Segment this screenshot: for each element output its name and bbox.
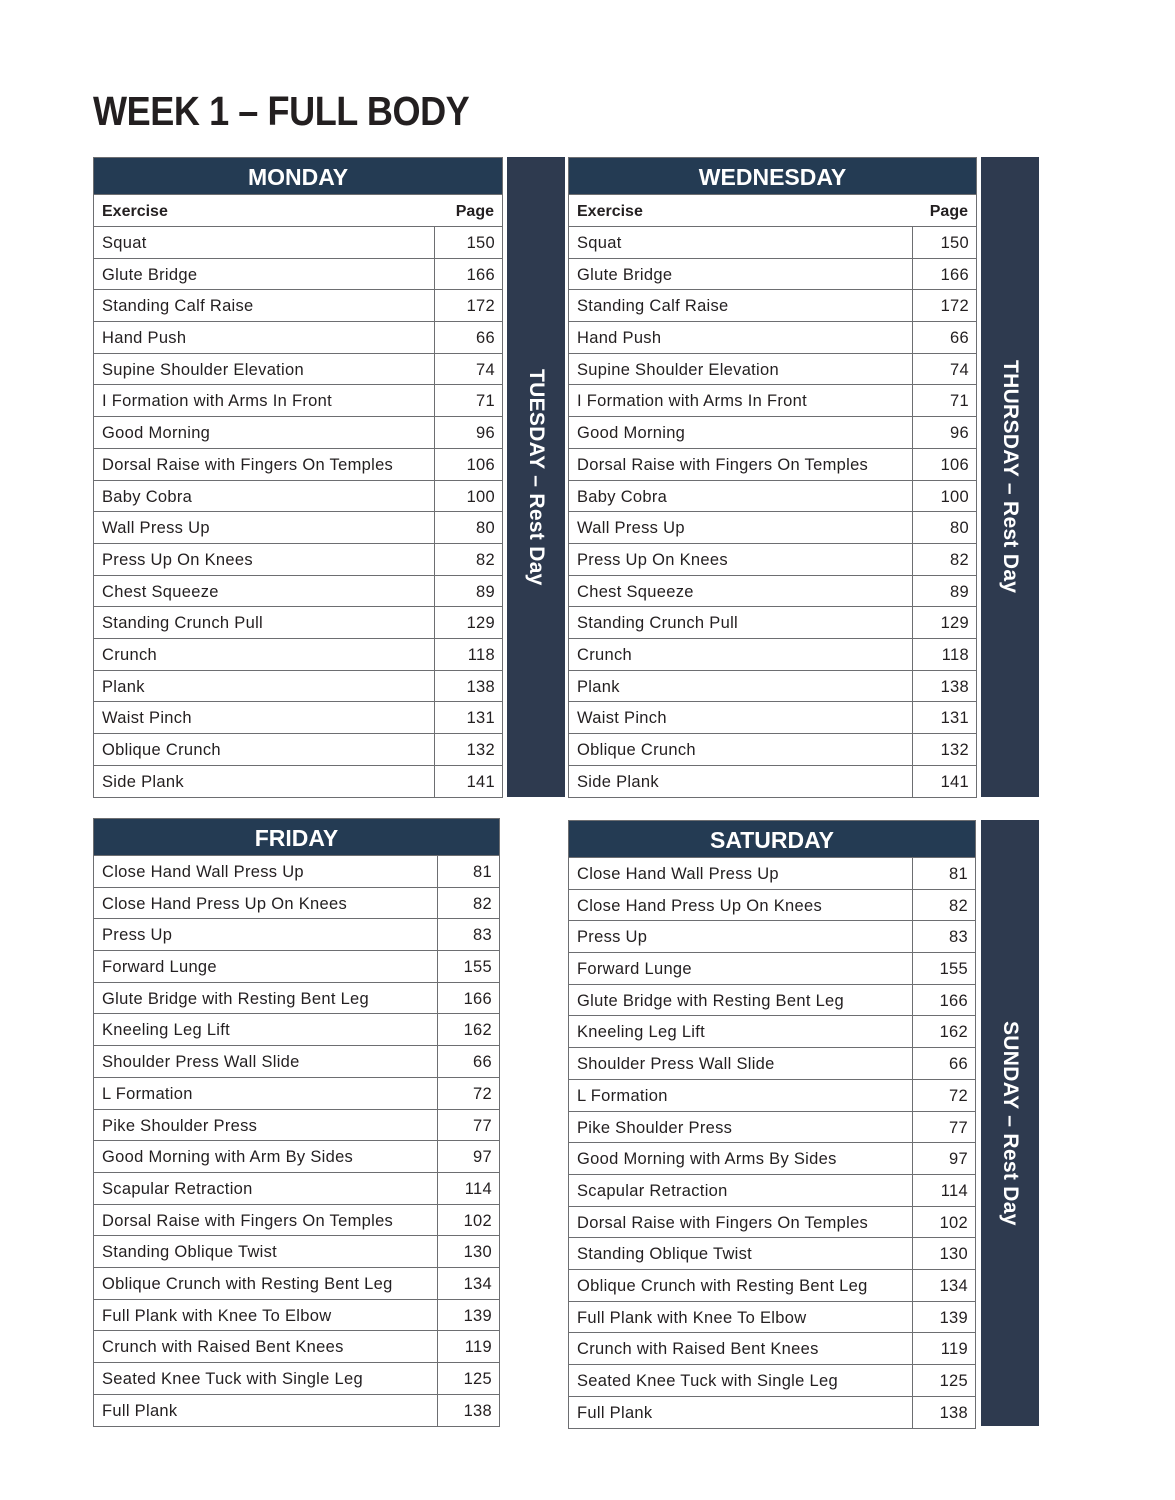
page-number: 155	[463, 958, 492, 977]
table-row	[569, 385, 976, 417]
page-number: 102	[463, 1211, 492, 1230]
table-row	[569, 259, 976, 291]
friday-rows	[94, 856, 499, 1426]
page-number: 131	[466, 709, 495, 728]
page-number: 141	[466, 772, 495, 791]
page-number: 82	[950, 550, 969, 569]
table-row	[569, 671, 976, 703]
table-row	[94, 449, 502, 481]
exercise-name: Squat	[94, 227, 435, 258]
exercise-name: Supine Shoulder Elevation	[94, 354, 435, 385]
exercise-name: Press Up On Knees	[94, 544, 435, 575]
page-number: 72	[473, 1084, 492, 1103]
table-row	[94, 322, 502, 354]
exercise-name: Crunch with Raised Bent Knees	[569, 1333, 913, 1364]
exercise-name: Oblique Crunch with Resting Bent Leg	[569, 1270, 913, 1301]
exercise-name: Waist Pinch	[94, 702, 435, 733]
exercise-name: Full Plank with Knee To Elbow	[94, 1300, 438, 1331]
exercise-name: I Formation with Arms In Front	[569, 385, 913, 416]
exercise-name: Oblique Crunch with Resting Bent Leg	[94, 1268, 438, 1299]
exercise-name: Side Plank	[569, 766, 913, 798]
table-row	[94, 639, 502, 671]
exercise-name: Chest Squeeze	[94, 576, 435, 607]
exercise-name: Side Plank	[94, 766, 435, 798]
page-number: 82	[949, 896, 968, 915]
page-number: 83	[949, 928, 968, 947]
exercise-name: L Formation	[569, 1080, 913, 1111]
page-number: 138	[466, 677, 495, 696]
page-number: 66	[950, 329, 969, 348]
rest-day-thursday	[981, 157, 1039, 797]
table-row	[569, 639, 976, 671]
exercise-name: Good Morning	[569, 417, 913, 448]
rest-day-thursday-label: THURSDAY – Rest Day	[999, 360, 1022, 594]
table-row	[569, 1175, 975, 1207]
wednesday-table	[568, 157, 977, 798]
table-row	[569, 354, 976, 386]
page-number: 138	[463, 1401, 492, 1420]
page-number: 71	[950, 392, 969, 411]
page-number: 141	[940, 772, 969, 791]
table-row	[94, 983, 499, 1015]
table-row	[569, 544, 976, 576]
exercise-column-header: Exercise	[577, 203, 643, 220]
page-number: 130	[939, 1245, 968, 1264]
table-row	[569, 1365, 975, 1397]
column-header-row	[94, 195, 502, 227]
page-number: 166	[466, 265, 495, 284]
table-row	[94, 607, 502, 639]
exercise-name: Hand Push	[569, 322, 913, 353]
page-number: 96	[950, 424, 969, 443]
page-number: 150	[940, 234, 969, 252]
exercise-name: Kneeling Leg Lift	[94, 1014, 438, 1045]
exercise-name: Pike Shoulder Press	[94, 1110, 438, 1141]
page-number: 119	[940, 1340, 968, 1359]
page-number: 139	[939, 1308, 968, 1327]
exercise-name: Good Morning with Arms By Sides	[569, 1143, 913, 1174]
table-row	[569, 921, 975, 953]
table-row	[569, 576, 976, 608]
exercise-name: Supine Shoulder Elevation	[569, 354, 913, 385]
table-row	[94, 1078, 499, 1110]
table-row	[94, 671, 502, 703]
table-row	[94, 385, 502, 417]
page-number: 132	[466, 741, 495, 759]
rest-day-tuesday	[507, 157, 565, 797]
page-column-header: Page	[455, 203, 494, 220]
table-row	[569, 449, 976, 481]
table-row	[569, 1397, 975, 1429]
exercise-name: Dorsal Raise with Fingers On Temples	[94, 449, 435, 480]
table-row	[94, 1236, 499, 1268]
table-row	[94, 512, 502, 544]
table-row	[569, 1270, 975, 1302]
page-number: 155	[939, 960, 968, 979]
page-number: 83	[473, 926, 492, 945]
page-number: 129	[466, 614, 495, 633]
table-row	[94, 290, 502, 322]
table-row	[569, 734, 976, 766]
table-row	[569, 1238, 975, 1270]
page-number: 118	[941, 645, 969, 664]
page-number: 162	[939, 1023, 968, 1042]
page-number: 129	[940, 614, 969, 633]
page-number: 74	[950, 360, 969, 379]
table-row	[569, 1112, 975, 1144]
exercise-name: Pike Shoulder Press	[569, 1112, 913, 1143]
table-row	[94, 702, 502, 734]
exercise-name: L Formation	[94, 1078, 438, 1109]
exercise-name: Scapular Retraction	[569, 1175, 913, 1206]
table-row	[569, 953, 975, 985]
exercise-name: Hand Push	[94, 322, 435, 353]
page-number: 96	[476, 424, 495, 443]
exercise-name: Glute Bridge	[569, 259, 913, 290]
page-number: 166	[940, 265, 969, 284]
exercise-name: Standing Calf Raise	[569, 290, 913, 321]
page-number: 131	[940, 709, 969, 728]
saturday-table	[568, 820, 976, 1429]
table-row	[94, 544, 502, 576]
page-number: 150	[466, 234, 495, 252]
table-row	[569, 1080, 975, 1112]
exercise-name: Standing Oblique Twist	[94, 1236, 438, 1267]
table-row	[94, 1395, 499, 1427]
table-row	[569, 481, 976, 513]
exercise-name: Press Up On Knees	[569, 544, 913, 575]
page-number: 74	[476, 360, 495, 379]
table-row	[94, 259, 502, 291]
page-number: 66	[476, 329, 495, 348]
table-row	[569, 858, 975, 890]
exercise-name: Glute Bridge with Resting Bent Leg	[569, 985, 913, 1016]
exercise-name: Glute Bridge with Resting Bent Leg	[94, 983, 438, 1014]
exercise-name: Dorsal Raise with Fingers On Temples	[569, 1207, 913, 1238]
table-row	[94, 1205, 499, 1237]
table-row	[94, 1110, 499, 1142]
exercise-name: Scapular Retraction	[94, 1173, 438, 1204]
page-number: 138	[940, 677, 969, 696]
exercise-name: Plank	[94, 671, 435, 702]
page-number: 77	[949, 1118, 968, 1137]
exercise-name: Full Plank	[569, 1397, 913, 1429]
exercise-name: Shoulder Press Wall Slide	[569, 1048, 913, 1079]
page-number: 114	[940, 1181, 968, 1200]
day-header-saturday: SATURDAY	[569, 821, 975, 858]
wednesday-rows	[569, 227, 976, 797]
page-number: 166	[463, 989, 492, 1008]
page-title: WEEK 1 – FULL BODY	[93, 88, 470, 134]
page-number: 130	[463, 1243, 492, 1262]
page-number: 132	[940, 741, 969, 759]
page-number: 82	[473, 894, 492, 913]
exercise-name: Close Hand Press Up On Knees	[569, 890, 913, 921]
exercise-name: Baby Cobra	[94, 481, 435, 512]
exercise-name: Standing Calf Raise	[94, 290, 435, 321]
page-number: 119	[464, 1338, 492, 1357]
table-row	[94, 856, 499, 888]
exercise-name: Squat	[569, 227, 913, 258]
page-number: 125	[463, 1370, 492, 1388]
page-number: 166	[939, 991, 968, 1010]
table-row	[94, 417, 502, 449]
page-number: 89	[950, 582, 969, 601]
exercise-name: Dorsal Raise with Fingers On Temples	[569, 449, 913, 480]
table-row	[569, 417, 976, 449]
page-number: 72	[949, 1086, 968, 1105]
exercise-column-header: Exercise	[102, 203, 168, 220]
page-number: 66	[949, 1055, 968, 1074]
table-row	[94, 951, 499, 983]
page-column-header: Page	[929, 203, 968, 220]
table-row	[94, 1268, 499, 1300]
page-number: 118	[467, 645, 495, 664]
exercise-name: Baby Cobra	[569, 481, 913, 512]
table-row	[569, 890, 975, 922]
day-header-friday: FRIDAY	[94, 819, 499, 856]
page-number: 172	[940, 297, 969, 316]
page-number: 82	[476, 550, 495, 569]
exercise-name: I Formation with Arms In Front	[94, 385, 435, 416]
table-row	[94, 1014, 499, 1046]
page-number: 100	[940, 487, 969, 506]
table-row	[569, 1333, 975, 1365]
day-header-wednesday: WEDNESDAY	[569, 158, 976, 195]
exercise-name: Crunch	[94, 639, 435, 670]
saturday-rows	[569, 858, 975, 1428]
page-number: 172	[466, 297, 495, 316]
page-number: 134	[939, 1276, 968, 1295]
page-number: 134	[463, 1274, 492, 1293]
exercise-name: Shoulder Press Wall Slide	[94, 1046, 438, 1077]
exercise-name: Full Plank with Knee To Elbow	[569, 1302, 913, 1333]
table-row	[569, 227, 976, 259]
exercise-name: Crunch	[569, 639, 913, 670]
page-number: 139	[463, 1306, 492, 1325]
exercise-name: Close Hand Wall Press Up	[569, 858, 913, 889]
table-row	[94, 481, 502, 513]
page-number: 97	[473, 1148, 492, 1167]
exercise-name: Chest Squeeze	[569, 576, 913, 607]
page-number: 80	[950, 519, 969, 538]
page-number: 97	[949, 1150, 968, 1169]
table-row	[569, 1207, 975, 1239]
table-row	[569, 1302, 975, 1334]
table-row	[94, 354, 502, 386]
rest-day-sunday	[981, 820, 1039, 1426]
exercise-name: Standing Crunch Pull	[569, 607, 913, 638]
exercise-name: Good Morning with Arm By Sides	[94, 1141, 438, 1172]
exercise-name: Crunch with Raised Bent Knees	[94, 1331, 438, 1362]
exercise-name: Dorsal Raise with Fingers On Temples	[94, 1205, 438, 1236]
page-number: 71	[476, 392, 495, 411]
page-number: 162	[463, 1021, 492, 1040]
table-row	[569, 322, 976, 354]
table-row	[94, 1173, 499, 1205]
exercise-name: Standing Oblique Twist	[569, 1238, 913, 1269]
day-header-monday: MONDAY	[94, 158, 502, 195]
exercise-name: Seated Knee Tuck with Single Leg	[569, 1365, 913, 1396]
table-row	[94, 919, 499, 951]
table-row	[569, 702, 976, 734]
table-row	[569, 512, 976, 544]
exercise-name: Forward Lunge	[569, 953, 913, 984]
monday-table	[93, 157, 503, 798]
table-row	[94, 1363, 499, 1395]
rest-day-sunday-label: SUNDAY – Rest Day	[999, 1020, 1022, 1226]
table-row	[94, 1331, 499, 1363]
page-number: 77	[473, 1116, 492, 1135]
page-number: 102	[939, 1213, 968, 1232]
table-row	[569, 290, 976, 322]
exercise-name: Glute Bridge	[94, 259, 435, 290]
table-row	[569, 607, 976, 639]
rest-day-tuesday-label: TUESDAY – Rest Day	[525, 368, 548, 586]
table-row	[569, 1016, 975, 1048]
exercise-name: Oblique Crunch	[569, 734, 913, 765]
table-row	[94, 227, 502, 259]
table-row	[94, 888, 499, 920]
page-number: 81	[473, 863, 492, 881]
exercise-name: Press Up	[94, 919, 438, 950]
page-number: 100	[466, 487, 495, 506]
exercise-name: Wall Press Up	[569, 512, 913, 543]
page-number: 66	[473, 1053, 492, 1072]
table-row	[569, 1048, 975, 1080]
page-number: 106	[940, 455, 969, 474]
table-row	[94, 766, 502, 798]
table-row	[94, 576, 502, 608]
exercise-name: Forward Lunge	[94, 951, 438, 982]
exercise-name: Wall Press Up	[94, 512, 435, 543]
exercise-name: Close Hand Wall Press Up	[94, 856, 438, 887]
column-header-row	[569, 195, 976, 227]
page-number: 106	[466, 455, 495, 474]
page-number: 138	[939, 1403, 968, 1422]
exercise-name: Oblique Crunch	[94, 734, 435, 765]
exercise-name: Kneeling Leg Lift	[569, 1016, 913, 1047]
page-number: 114	[464, 1179, 492, 1198]
page-number: 81	[949, 865, 968, 883]
table-row	[569, 1143, 975, 1175]
monday-rows	[94, 227, 502, 797]
exercise-name: Seated Knee Tuck with Single Leg	[94, 1363, 438, 1394]
page-number: 80	[476, 519, 495, 538]
exercise-name: Waist Pinch	[569, 702, 913, 733]
table-row	[94, 1141, 499, 1173]
table-row	[94, 1046, 499, 1078]
exercise-name: Close Hand Press Up On Knees	[94, 888, 438, 919]
table-row	[94, 734, 502, 766]
page-number: 125	[939, 1372, 968, 1390]
exercise-name: Plank	[569, 671, 913, 702]
exercise-name: Full Plank	[94, 1395, 438, 1427]
table-row	[569, 985, 975, 1017]
page-number: 89	[476, 582, 495, 601]
table-row	[569, 766, 976, 798]
exercise-name: Press Up	[569, 921, 913, 952]
exercise-name: Good Morning	[94, 417, 435, 448]
friday-table	[93, 818, 500, 1427]
exercise-name: Standing Crunch Pull	[94, 607, 435, 638]
table-row	[94, 1300, 499, 1332]
